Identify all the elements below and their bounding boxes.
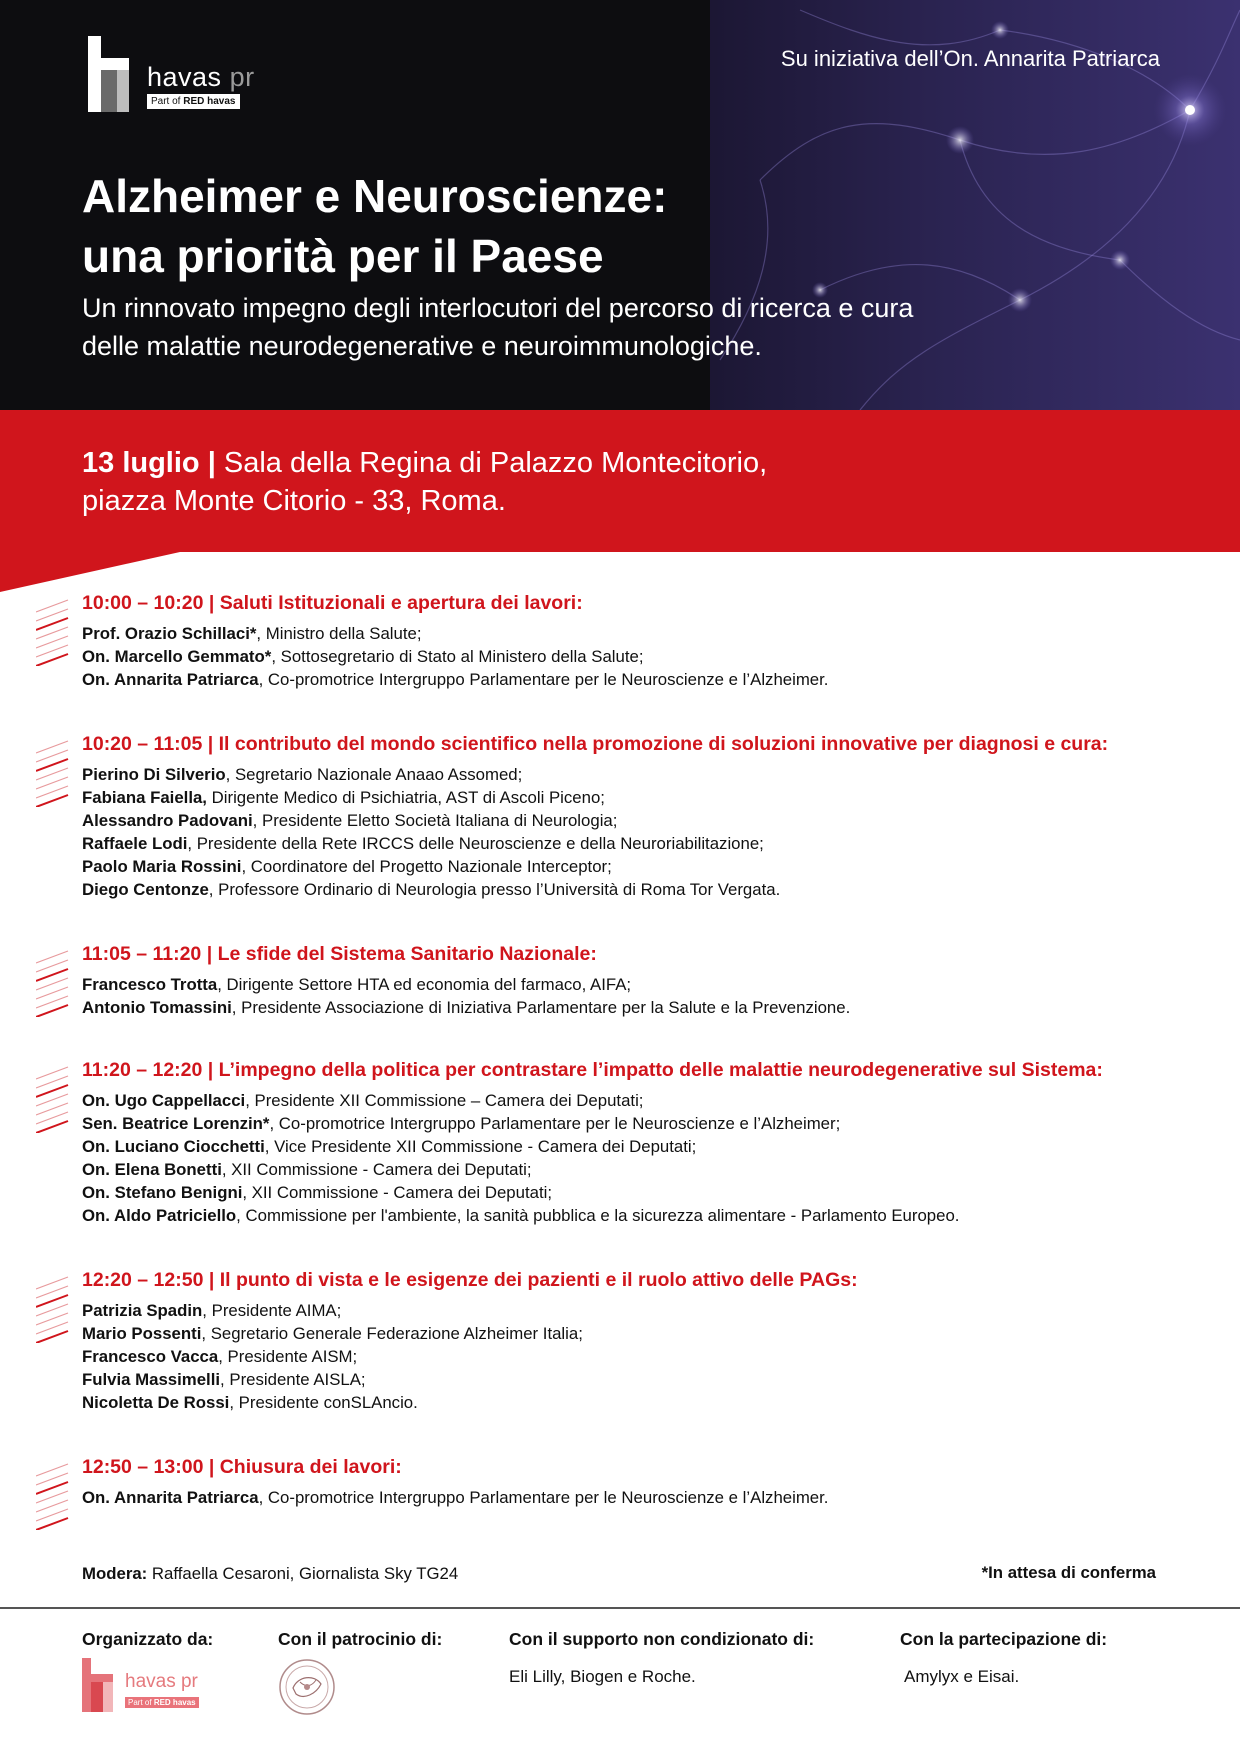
speaker-item: On. Annarita Patriarca, Co-promotrice Intergruppo Parlamentare per le Neuroscienze e l’Alzheimer. xyxy=(82,1488,829,1507)
patronage-seal-icon xyxy=(278,1658,336,1716)
speaker-item: On. Elena Bonetti, XII Commissione - Camera dei Deputati; xyxy=(82,1160,532,1179)
participation-value: Amylyx e Eisai. xyxy=(904,1667,1020,1686)
section-heading: 10:00 – 10:20 | Saluti Istituzionali e apertura dei lavori: xyxy=(82,592,583,614)
speaker-item: On. Luciano Ciocchetti, Vice Presidente XII Commissione - Camera dei Deputati; xyxy=(82,1137,697,1156)
section-heading: 12:50 – 13:00 | Chiusura dei lavori: xyxy=(82,1456,402,1478)
section-heading: 11:05 – 11:20 | Le sfide del Sistema Sanitario Nazionale: xyxy=(82,943,597,965)
hatch-decoration-icon xyxy=(36,596,70,666)
speaker-item: On. Ugo Cappellacci, Presidente XII Commissione – Camera dei Deputati; xyxy=(82,1091,644,1110)
confirmation-note: *In attesa di conferma xyxy=(981,1563,1156,1582)
speaker-item: On. Stefano Benigni, XII Commissione - Camera dei Deputati; xyxy=(82,1183,552,1202)
logo-wordmark: havas pr xyxy=(147,62,255,92)
speaker-item: Pierino Di Silverio, Segretario Nazionale Anaao Assomed; xyxy=(82,765,523,784)
speaker-item: On. Aldo Patriciello, Commissione per l'ambiente, la sanità pubblica e la sicurezza alimentare - Parlamento Europeo. xyxy=(82,1206,960,1225)
hatch-decoration-icon xyxy=(36,947,70,1017)
speaker-item: Sen. Beatrice Lorenzin*, Co-promotrice Intergruppo Parlamentare per le Neuroscienze e l’Alzheimer; xyxy=(82,1114,841,1133)
organizer-logo-badge: Part of RED havas xyxy=(125,1697,199,1708)
speaker-item: Nicoletta De Rossi, Presidente conSLAncio. xyxy=(82,1393,418,1412)
page-subtitle: Un rinnovato impegno degli interlocutori del percorso di ricerca e cura delle malattie neurodegenerative e neuroimmunologiche. xyxy=(82,293,914,361)
speaker-item: Fabiana Faiella, Dirigente Medico di Psichiatria, AST di Ascoli Piceno; xyxy=(82,788,605,807)
speaker-list xyxy=(82,1486,828,1509)
footer-divider xyxy=(0,1607,1240,1609)
speaker-list xyxy=(82,1299,583,1414)
speaker-list xyxy=(82,973,850,1019)
moderator-line: Modera: Raffaella Cesaroni, Giornalista Sky TG24 xyxy=(82,1564,459,1583)
event-date: 13 luglio xyxy=(82,447,200,479)
hatch-decoration-icon xyxy=(36,1063,70,1133)
speaker-list xyxy=(82,1089,959,1227)
section-heading: 11:20 – 12:20 | L’impegno della politica per contrastare l’impatto delle malattie neurodegenerative sul Sistema: xyxy=(82,1059,1103,1081)
organized-by-label: Organizzato da: xyxy=(82,1629,214,1649)
event-date-venue: 13 luglio | Sala della Regina di Palazzo Montecitorio, piazza Monte Citorio - 33, Roma. xyxy=(82,447,768,517)
speaker-list xyxy=(82,763,780,901)
speaker-item: Patrizia Spadin, Presidente AIMA; xyxy=(82,1301,342,1320)
patronage-label: Con il patrocinio di: xyxy=(278,1629,443,1649)
event-address: piazza Monte Citorio - 33, Roma. xyxy=(82,485,506,517)
speaker-item: On. Annarita Patriarca, Co-promotrice Intergruppo Parlamentare per le Neuroscienze e l’Alzheimer. xyxy=(82,670,829,689)
speaker-item: Diego Centonze, Professore Ordinario di Neurologia presso l’Università di Roma Tor Vergata. xyxy=(82,880,781,899)
support-value: Eli Lilly, Biogen e Roche. xyxy=(509,1667,696,1686)
speaker-item: Prof. Orazio Schillaci*, Ministro della Salute; xyxy=(82,624,422,643)
hatch-decoration-icon xyxy=(36,1273,70,1343)
speaker-item: Fulvia Massimelli, Presidente AISLA; xyxy=(82,1370,366,1389)
speaker-item: Francesco Vacca, Presidente AISM; xyxy=(82,1347,358,1366)
hatch-decoration-icon xyxy=(36,1460,70,1530)
speaker-item: Paolo Maria Rossini, Coordinatore del Progetto Nazionale Interceptor; xyxy=(82,857,612,876)
organizer-logo-wordmark: havas pr xyxy=(125,1671,198,1692)
header-banner xyxy=(0,0,1240,410)
speaker-item: Raffaele Lodi, Presidente della Rete IRCCS delle Neuroscienze e della Neuroriabilitazione; xyxy=(82,834,764,853)
logo-badge: Part of RED havas xyxy=(147,94,240,109)
page-title: Alzheimer e Neuroscienze: una priorità per il Paese xyxy=(82,170,668,282)
speaker-item: Alessandro Padovani, Presidente Eletto Società Italiana di Neurologia; xyxy=(82,811,618,830)
initiative-text: Su iniziativa dell’On. Annarita Patriarca xyxy=(780,46,1160,71)
section-heading: 10:20 – 11:05 | Il contributo del mondo scientifico nella promozione di soluzioni innovative per diagnosi e cura: xyxy=(82,733,1109,755)
participation-label: Con la partecipazione di: xyxy=(900,1629,1108,1649)
speaker-item: Francesco Trotta, Dirigente Settore HTA ed economia del farmaco, AIFA; xyxy=(82,975,632,994)
hatch-decoration-icon xyxy=(36,737,70,807)
speaker-item: On. Marcello Gemmato*, Sottosegretario di Stato al Ministero della Salute; xyxy=(82,647,644,666)
speaker-item: Antonio Tomassini, Presidente Associazione di Iniziativa Parlamentare per la Salute e la Prevenzione. xyxy=(82,998,851,1017)
speaker-list xyxy=(82,622,828,691)
support-label: Con il supporto non condizionato di: xyxy=(509,1629,815,1649)
speaker-item: Mario Possenti, Segretario Generale Federazione Alzheimer Italia; xyxy=(82,1324,583,1343)
section-heading: 12:20 – 12:50 | Il punto di vista e le esigenze dei pazienti e il ruolo attivo delle PAGs: xyxy=(82,1269,858,1291)
event-venue: Sala della Regina di Palazzo Montecitorio, xyxy=(223,447,768,479)
